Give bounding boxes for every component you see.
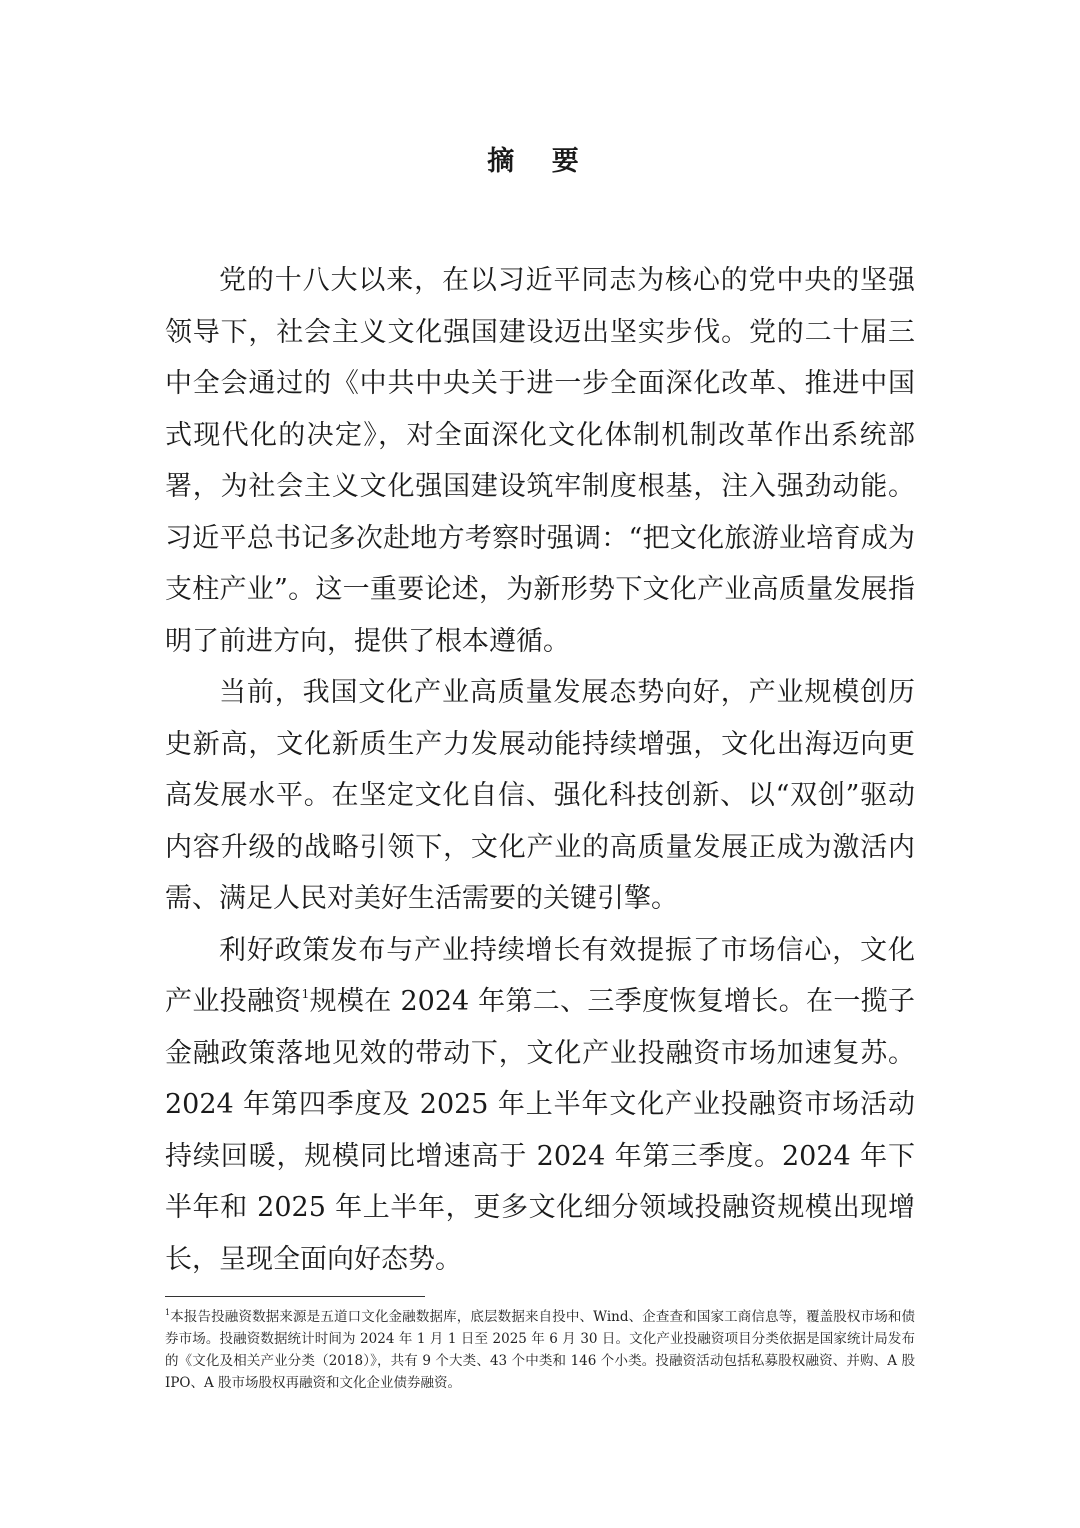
footnote — [165, 1306, 915, 1394]
paragraph-1: 党的十八大以来，在以习近平同志为核心的党中央的坚强领导下，社会主义文化强国建设迈出坚实步伐。党的二十届三中全会通过的《中共中央关于进一步全面深化改革、推进中国式现代化的决定》，对全面深化文化体制机制改革作出系统部署，为社会主义文化强国建设筑牢制度根基，注入强劲动能。习近平总书记多次赴地方考察时强调：“把文化旅游业培育成为支柱产业”。这一重要论述，为新形势下文化产业高质量发展指明了前进方向，提供了根本遵循。 — [165, 265, 915, 657]
footnote-divider — [165, 1296, 425, 1297]
footnote-marker: 1 — [165, 1308, 171, 1317]
paragraph-3-text-a: 利好政策发布与产业持续增长有效提振了市场信心，文化产业投融资 — [165, 934, 915, 1017]
footnote-reference[interactable]: 1 — [301, 987, 310, 1001]
footnote-text: 本报告投融资数据来源是五道口文化金融数据库，底层数据来自投中、Wind、企查查和国家工商信息等，覆盖股权市场和债券市场。投融资数据统计时间为 2024 年 1 月 1 日至 2025 年 6 月 30 日。文化产业投融资项目分类依据是国家统计局发布的《文化及相关产业分类（2018）》，共有 9 个大类、43 个中类和 146 个小类。投融资活动包括私募股权融资、并购、A 股 IPO、A 股市场股权再融资和文化企业债券融资。 — [165, 1309, 915, 1391]
paragraph-2: 当前，我国文化产业高质量发展态势向好，产业规模创历史新高，文化新质生产力发展动能持续增强，文化出海迈向更高发展水平。在坚定文化自信、强化科技创新、以“双创”驱动内容升级的战略引领下，文化产业的高质量发展正成为激活内需、满足人民对美好生活需要的关键引擎。 — [165, 677, 915, 914]
paragraph-3 — [165, 925, 915, 1286]
body-text — [165, 255, 915, 1285]
paragraph-3-text-b: 规模在 2024 年第二、三季度恢复增长。在一揽子金融政策落地见效的带动下，文化产业投融资市场加速复苏。2024 年第四季度及 2025 年上半年文化产业投融资市场活动持续回暖，规模同比增速高于 2024 年第三季度。2024 年下半年和 2025 年上半年，更多文化细分领域投融资规模出现增长，呈现全面向好态势。 — [165, 986, 915, 1275]
page-title: 摘 要 — [487, 146, 593, 177]
